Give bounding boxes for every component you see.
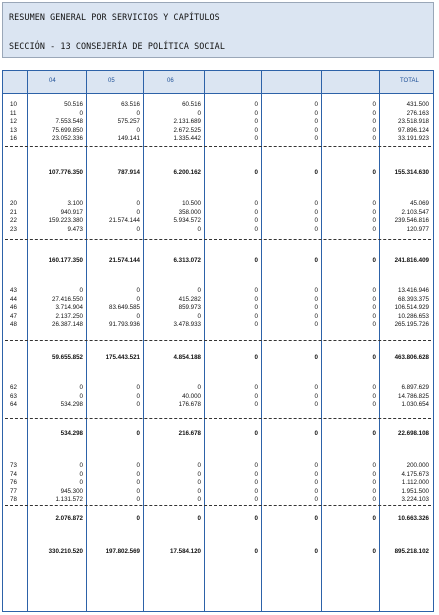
table-row (3, 479, 433, 487)
cell-value: 0 (314, 200, 318, 207)
cell-value: 0 (254, 225, 258, 233)
cell-value: 0 (314, 321, 318, 329)
cell-value: 1.030.654 (401, 401, 429, 409)
cell-value: 0 (372, 287, 376, 294)
cell-value: 0 (79, 392, 83, 400)
row-code: 43 (10, 287, 17, 294)
cell-value: 0 (197, 470, 201, 478)
column-divider (261, 71, 262, 611)
report-banner (2, 2, 434, 58)
cell-value: 0 (254, 295, 258, 303)
cell-value: 3.224.103 (401, 496, 429, 504)
cell-value: 0 (254, 354, 258, 361)
cell-value: 0 (254, 217, 258, 225)
column-divider (27, 71, 28, 611)
row-code: 47 (10, 312, 17, 320)
column-divider (379, 71, 380, 611)
cell-value: 0 (372, 496, 376, 504)
cell-value: 0 (314, 135, 318, 143)
column-header: 05 (108, 78, 115, 84)
cell-value: 0 (79, 109, 83, 117)
table-row (3, 287, 433, 295)
column-header: TOTAL (400, 78, 419, 84)
cell-value: 0 (372, 217, 376, 225)
cell-value: 0 (372, 312, 376, 320)
cell-value: 0 (372, 401, 376, 409)
row-code: 44 (10, 295, 17, 303)
cell-value: 0 (314, 470, 318, 478)
cell-value: 0 (314, 401, 318, 409)
cell-value: 23.518.918 (398, 118, 429, 126)
cell-value: 197.802.569 (105, 548, 140, 555)
column-divider (204, 71, 205, 611)
cell-value: 0 (254, 304, 258, 312)
cell-value: 40.000 (182, 392, 201, 400)
cell-value: 0 (372, 430, 376, 437)
cell-value: 0 (136, 392, 140, 400)
cell-value: 0 (136, 109, 140, 117)
cell-value: 0 (372, 304, 376, 312)
cell-value: 940.917 (60, 208, 83, 216)
dashed-separator (5, 418, 431, 419)
cell-value: 0 (372, 479, 376, 487)
cell-value: 9.473 (67, 225, 83, 233)
cell-value: 1.112.000 (401, 479, 429, 487)
cell-value: 0 (79, 479, 83, 487)
cell-value: 22.698.108 (398, 430, 429, 437)
cell-value: 0 (136, 462, 140, 469)
table-row (3, 462, 433, 470)
cell-value: 10.286.653 (398, 312, 429, 320)
cell-value: 2.076.872 (55, 515, 83, 522)
row-code: 20 (10, 200, 17, 207)
cell-value: 0 (314, 169, 318, 176)
cell-value: 0 (254, 470, 258, 478)
cell-value: 17.584.120 (170, 548, 201, 555)
cell-value: 0 (372, 321, 376, 329)
table-row (3, 200, 433, 208)
cell-value: 106.514.929 (394, 304, 429, 312)
cell-value: 6.313.072 (173, 257, 201, 264)
cell-value: 0 (314, 392, 318, 400)
cell-value: 63.516 (121, 101, 140, 108)
report-title: RESUMEN GENERAL POR SERVICIOS Y CAPÍTULOS (9, 12, 220, 22)
cell-value: 0 (197, 287, 201, 294)
cell-value: 0 (254, 208, 258, 216)
table-row (3, 110, 433, 118)
cell-value: 0 (314, 287, 318, 294)
cell-value: 0 (79, 384, 83, 391)
cell-value: 2.131.689 (173, 118, 201, 126)
cell-value: 330.210.520 (48, 548, 83, 555)
cell-value: 0 (372, 470, 376, 478)
subtotal-row (3, 169, 433, 177)
table-row (3, 393, 433, 401)
cell-value: 0 (372, 109, 376, 117)
row-code: 46 (10, 304, 17, 312)
cell-value: 0 (254, 384, 258, 391)
cell-value: 0 (372, 257, 376, 264)
cell-value: 0 (136, 515, 140, 522)
cell-value: 2.137.250 (55, 312, 83, 320)
cell-value: 0 (372, 462, 376, 469)
cell-value: 3.100 (67, 200, 83, 207)
cell-value: 0 (314, 384, 318, 391)
cell-value: 241.816.409 (394, 257, 429, 264)
column-divider (321, 71, 322, 611)
table-row (3, 101, 433, 109)
table-row (3, 118, 433, 126)
section-title: SECCIÓN - 13 CONSEJERÍA DE POLÍTICA SOCIAL (9, 41, 225, 51)
cell-value: 0 (79, 287, 83, 294)
dashed-separator (5, 239, 431, 240)
cell-value: 0 (136, 430, 140, 437)
cell-value: 0 (197, 462, 201, 469)
cell-value: 176.678 (178, 401, 201, 409)
cell-value: 75.699.850 (52, 126, 83, 134)
cell-value: 0 (314, 225, 318, 233)
table-row (3, 488, 433, 496)
subtotal-row (3, 548, 433, 556)
cell-value: 50.516 (64, 101, 83, 108)
cell-value: 0 (136, 496, 140, 504)
cell-value: 0 (314, 295, 318, 303)
cell-value: 120.977 (406, 225, 429, 233)
cell-value: 2.103.547 (401, 208, 429, 216)
cell-value: 0 (254, 479, 258, 487)
table-row (3, 384, 433, 392)
cell-value: 0 (197, 487, 201, 495)
cell-value: 0 (372, 101, 376, 108)
cell-value: 0 (314, 118, 318, 126)
cell-value: 45.069 (410, 200, 429, 207)
cell-value: 0 (254, 392, 258, 400)
cell-value: 91.793.936 (109, 321, 140, 329)
column-header: 04 (49, 78, 56, 84)
cell-value: 4.175.673 (401, 470, 429, 478)
row-code: 16 (10, 135, 17, 143)
table-row (3, 304, 433, 312)
cell-value: 200.000 (406, 462, 429, 469)
cell-value: 23.052.336 (52, 135, 83, 143)
cell-value: 0 (372, 200, 376, 207)
cell-value: 59.655.852 (52, 354, 83, 361)
cell-value: 0 (372, 135, 376, 143)
cell-value: 358.000 (178, 208, 201, 216)
cell-value: 27.416.550 (52, 295, 83, 303)
table-row (3, 313, 433, 321)
cell-value: 0 (197, 479, 201, 487)
cell-value: 0 (314, 312, 318, 320)
cell-value: 0 (136, 401, 140, 409)
cell-value: 0 (197, 384, 201, 391)
cell-value: 0 (314, 496, 318, 504)
cell-value: 239.546.816 (394, 217, 429, 225)
cell-value: 0 (254, 169, 258, 176)
cell-value: 0 (79, 462, 83, 469)
table-row (3, 321, 433, 329)
cell-value: 0 (372, 487, 376, 495)
cell-value: 7.553.548 (55, 118, 83, 126)
cell-value: 2.672.525 (173, 126, 201, 134)
cell-value: 14.786.825 (398, 392, 429, 400)
cell-value: 0 (254, 496, 258, 504)
cell-value: 0 (136, 470, 140, 478)
row-code: 63 (10, 392, 17, 400)
cell-value: 0 (372, 208, 376, 216)
cell-value: 0 (372, 169, 376, 176)
cell-value: 0 (136, 126, 140, 134)
cell-value: 0 (314, 515, 318, 522)
cell-value: 0 (136, 384, 140, 391)
cell-value: 0 (254, 257, 258, 264)
cell-value: 0 (254, 321, 258, 329)
cell-value: 0 (136, 287, 140, 294)
cell-value: 33.191.923 (398, 135, 429, 143)
cell-value: 0 (314, 487, 318, 495)
dashed-separator (5, 146, 431, 147)
cell-value: 13.416.946 (398, 287, 429, 294)
cell-value: 0 (136, 200, 140, 207)
row-code: 48 (10, 321, 17, 329)
subtotal-row (3, 515, 433, 523)
cell-value: 534.298 (60, 430, 83, 437)
cell-value: 0 (254, 200, 258, 207)
cell-value: 431.500 (406, 101, 429, 108)
cell-value: 0 (254, 312, 258, 320)
cell-value: 3.478.933 (173, 321, 201, 329)
cell-value: 0 (314, 208, 318, 216)
cell-value: 0 (372, 384, 376, 391)
cell-value: 1.131.572 (55, 496, 83, 504)
summary-table (2, 70, 434, 612)
cell-value: 149.141 (117, 135, 140, 143)
row-code: 62 (10, 384, 17, 391)
cell-value: 4.854.188 (173, 354, 201, 361)
cell-value: 0 (254, 109, 258, 117)
cell-value: 0 (314, 548, 318, 555)
cell-value: 0 (314, 304, 318, 312)
column-header: 06 (167, 78, 174, 84)
cell-value: 0 (314, 217, 318, 225)
row-code: 21 (10, 208, 17, 216)
cell-value: 0 (79, 470, 83, 478)
cell-value: 0 (254, 487, 258, 495)
cell-value: 159.223.380 (48, 217, 83, 225)
cell-value: 0 (372, 295, 376, 303)
cell-value: 0 (254, 462, 258, 469)
cell-value: 0 (254, 548, 258, 555)
cell-value: 97.896.124 (398, 126, 429, 134)
cell-value: 0 (254, 101, 258, 108)
cell-value: 0 (314, 109, 318, 117)
cell-value: 0 (136, 479, 140, 487)
cell-value: 0 (254, 287, 258, 294)
cell-value: 0 (197, 225, 201, 233)
cell-value: 0 (314, 257, 318, 264)
cell-value: 6.200.162 (173, 169, 201, 176)
cell-value: 0 (197, 312, 201, 320)
cell-value: 0 (314, 479, 318, 487)
subtotal-row (3, 354, 433, 362)
cell-value: 0 (254, 135, 258, 143)
subtotal-row (3, 257, 433, 265)
row-code: 22 (10, 217, 17, 225)
column-divider (143, 71, 144, 611)
table-row (3, 296, 433, 304)
cell-value: 0 (254, 118, 258, 126)
cell-value: 415.282 (178, 295, 201, 303)
row-code: 76 (10, 479, 17, 487)
dashed-separator (5, 505, 431, 506)
cell-value: 534.298 (60, 401, 83, 409)
cell-value: 945.300 (60, 487, 83, 495)
cell-value: 0 (314, 101, 318, 108)
cell-value: 216.678 (178, 430, 201, 437)
cell-value: 0 (372, 126, 376, 134)
table-row (3, 217, 433, 225)
cell-value: 0 (254, 515, 258, 522)
table-row (3, 209, 433, 217)
cell-value: 575.257 (117, 118, 140, 126)
row-code: 77 (10, 487, 17, 495)
row-code: 10 (10, 101, 17, 108)
column-divider (86, 71, 87, 611)
cell-value: 0 (372, 118, 376, 126)
cell-value: 0 (197, 496, 201, 504)
cell-value: 0 (314, 462, 318, 469)
cell-value: 0 (254, 126, 258, 134)
dashed-separator (5, 340, 431, 341)
row-code: 64 (10, 401, 17, 409)
cell-value: 0 (372, 548, 376, 555)
cell-value: 21.574.144 (109, 257, 140, 264)
cell-value: 0 (136, 487, 140, 495)
cell-value: 0 (372, 515, 376, 522)
cell-value: 0 (314, 126, 318, 134)
cell-value: 0 (372, 354, 376, 361)
row-code: 11 (10, 109, 17, 117)
cell-value: 787.914 (117, 169, 140, 176)
cell-value: 0 (372, 225, 376, 233)
table-row (3, 135, 433, 143)
cell-value: 3.714.904 (55, 304, 83, 312)
row-code: 74 (10, 470, 17, 478)
cell-value: 0 (372, 392, 376, 400)
cell-value: 0 (136, 295, 140, 303)
table-header (3, 71, 433, 94)
cell-value: 21.574.144 (109, 217, 140, 225)
row-code: 13 (10, 126, 17, 134)
cell-value: 0 (197, 109, 201, 117)
cell-value: 0 (314, 354, 318, 361)
cell-value: 160.177.350 (48, 257, 83, 264)
cell-value: 0 (197, 515, 201, 522)
cell-value: 1.335.442 (173, 135, 201, 143)
cell-value: 1.951.500 (401, 487, 429, 495)
cell-value: 0 (254, 430, 258, 437)
cell-value: 10.663.326 (398, 515, 429, 522)
cell-value: 0 (136, 208, 140, 216)
cell-value: 175.443.521 (105, 354, 140, 361)
cell-value: 265.195.726 (394, 321, 429, 329)
cell-value: 463.806.628 (394, 354, 429, 361)
row-code: 23 (10, 225, 17, 233)
cell-value: 859.973 (178, 304, 201, 312)
cell-value: 276.163 (406, 109, 429, 117)
cell-value: 5.934.572 (173, 217, 201, 225)
cell-value: 83.649.585 (109, 304, 140, 312)
cell-value: 107.776.350 (48, 169, 83, 176)
table-row (3, 401, 433, 409)
row-code: 78 (10, 496, 17, 504)
table-row (3, 471, 433, 479)
cell-value: 26.387.148 (52, 321, 83, 329)
cell-value: 895.218.102 (394, 548, 429, 555)
cell-value: 10.500 (182, 200, 201, 207)
row-code: 12 (10, 118, 17, 126)
cell-value: 0 (314, 430, 318, 437)
table-row (3, 496, 433, 504)
cell-value: 6.897.629 (401, 384, 429, 391)
cell-value: 60.516 (182, 101, 201, 108)
cell-value: 155.314.630 (394, 169, 429, 176)
cell-value: 68.393.375 (398, 295, 429, 303)
row-code: 73 (10, 462, 17, 469)
table-row (3, 127, 433, 135)
cell-value: 0 (254, 401, 258, 409)
cell-value: 0 (136, 312, 140, 320)
table-row (3, 226, 433, 234)
subtotal-row (3, 430, 433, 438)
cell-value: 0 (136, 225, 140, 233)
